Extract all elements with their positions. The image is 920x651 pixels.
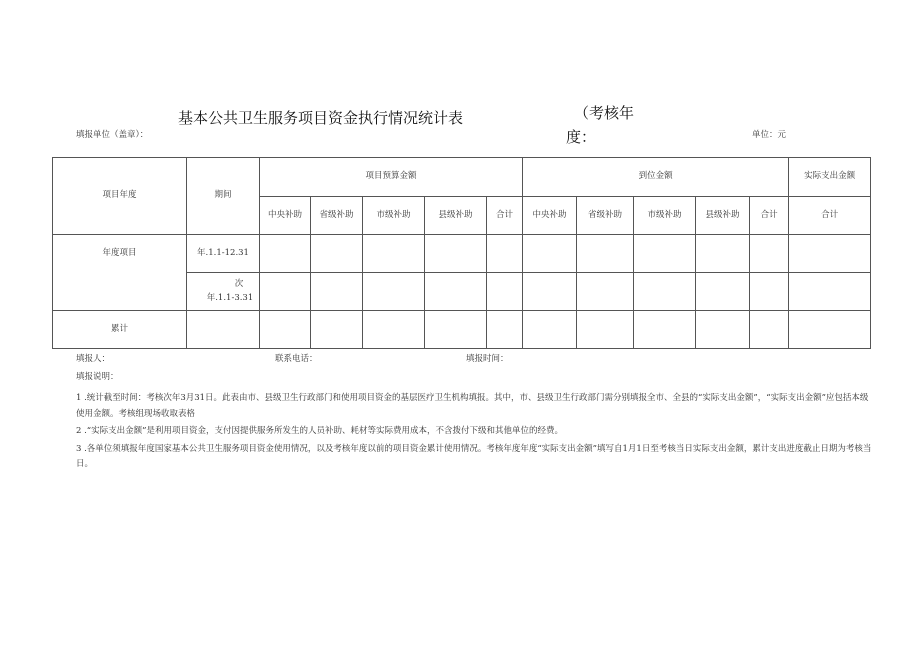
table-cell[interactable] (260, 235, 311, 273)
budget-total: 合计 (487, 197, 523, 235)
table-cell[interactable] (425, 311, 487, 349)
table-cell[interactable] (634, 311, 696, 349)
arrived-central: 中央补助 (523, 197, 577, 235)
table-cell[interactable] (750, 311, 789, 349)
note-item: 1 .统计截至时间：考核次年3月31日。此表由市、县级卫生行政部门和使用项目资金的基层医疗卫生机构填报。其中，市、县级卫生行政部门需分别填报全市、全县的“实际支出金额”，“实际支出金额”应包括本级使用金额。考核组现场收取表格 (76, 393, 869, 419)
table-cell[interactable] (311, 311, 363, 349)
table-cell[interactable] (577, 273, 634, 311)
period-2-line1: 次 (234, 278, 244, 289)
table-cell[interactable] (750, 235, 789, 273)
table-cell[interactable] (634, 273, 696, 311)
statistics-table (52, 157, 871, 349)
notes-heading: 填报说明： (76, 372, 119, 382)
table-cell[interactable] (311, 273, 363, 311)
header-budget: 项目预算金额 (260, 158, 523, 197)
budget-city: 市级补助 (363, 197, 425, 235)
table-cell[interactable] (523, 273, 577, 311)
table-cell[interactable] (260, 311, 311, 349)
title-year-label-2: 度： (566, 128, 597, 146)
notes-list (76, 391, 876, 475)
row-cumulative: 累计 (53, 311, 187, 349)
filler-label: 填报人： (76, 354, 111, 364)
table-cell[interactable] (363, 273, 425, 311)
page-title: 基本公共卫生服务项目资金执行情况统计表 (178, 109, 464, 127)
header-year: 项目年度 (53, 158, 187, 235)
table-cell[interactable] (260, 273, 311, 311)
table-cell[interactable] (363, 235, 425, 273)
header-arrived: 到位金额 (523, 158, 789, 197)
header-actual: 实际支出金额 (789, 158, 871, 197)
arrived-province: 省级补助 (577, 197, 634, 235)
table-cell[interactable] (523, 235, 577, 273)
table-cell[interactable] (487, 273, 523, 311)
table-cell[interactable] (789, 235, 871, 273)
note-item: 3 .各单位须填报年度国家基本公共卫生服务项目资金使用情况，以及考核年度以前的项目资金累计使用情况。考核年度年度“实际支出金额”填写自1月1日至考核当日实际支出金额，累计支出进度截止日期为考核当日。 (76, 443, 872, 469)
table-cell[interactable] (696, 311, 750, 349)
table-cell[interactable] (425, 235, 487, 273)
arrived-county: 县级补助 (696, 197, 750, 235)
arrived-total: 合计 (750, 197, 789, 235)
table-cell[interactable] (789, 311, 871, 349)
table-cell[interactable] (634, 235, 696, 273)
table-cell[interactable] (696, 273, 750, 311)
note-item: 2 .“实际支出金额”是利用项目资金，支付因提供服务所发生的人员补助、耗材等实际费用成本，不含拨付下级和其他单位的经费。 (76, 426, 564, 436)
table-cell[interactable] (696, 235, 750, 273)
table-cell[interactable] (577, 311, 634, 349)
table-cell[interactable] (363, 311, 425, 349)
row-annual-project: 年度项目 (53, 235, 187, 311)
budget-county: 县级补助 (425, 197, 487, 235)
budget-province: 省级补助 (311, 197, 363, 235)
table-cell[interactable] (487, 311, 523, 349)
arrived-city: 市级补助 (634, 197, 696, 235)
table-cell[interactable] (187, 311, 260, 349)
table-cell[interactable] (750, 273, 789, 311)
title-year-label: （考核年 (574, 104, 635, 122)
table-cell[interactable] (487, 235, 523, 273)
period-2-line2: 年.1.1-3.31 (206, 292, 254, 303)
table-cell[interactable] (577, 235, 634, 273)
table-cell[interactable] (523, 311, 577, 349)
table-cell[interactable] (311, 235, 363, 273)
fill-unit-label: 填报单位（盖章）： (76, 130, 149, 140)
table-cell[interactable] (789, 273, 871, 311)
phone-label: 联系电话： (275, 354, 318, 364)
period-2 (187, 273, 260, 311)
header-period: 期间 (187, 158, 260, 235)
period-1: 年.1.1-12.31 (187, 235, 260, 273)
unit-label: 单位：元 (752, 130, 787, 140)
budget-central: 中央补助 (260, 197, 311, 235)
actual-total: 合计 (789, 197, 871, 235)
table-cell[interactable] (425, 273, 487, 311)
fill-time-label: 填报时间： (466, 354, 509, 364)
